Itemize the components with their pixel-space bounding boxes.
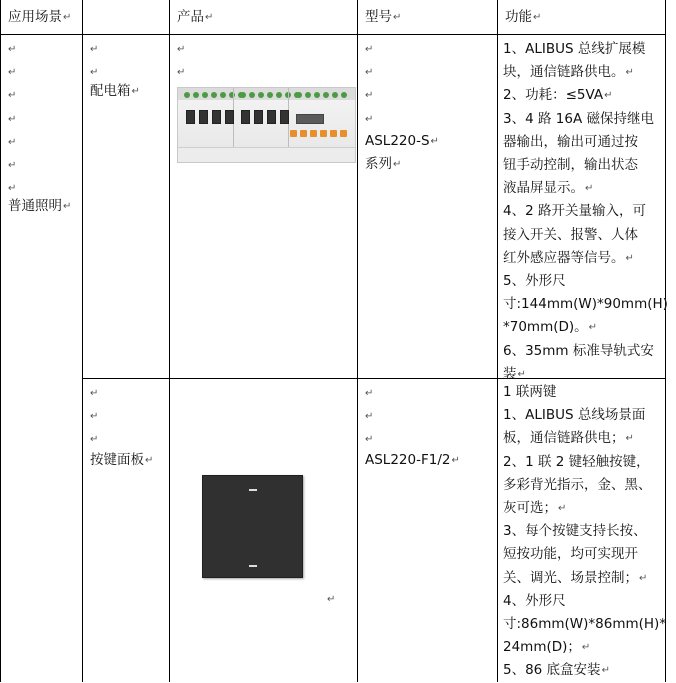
- paragraph-mark: ↵: [327, 594, 336, 605]
- header-function: 功能↵: [505, 9, 542, 25]
- header-scene: 应用场景↵: [8, 9, 72, 25]
- paragraph-marks: ↵ ↵ ↵: [365, 388, 374, 446]
- paragraph-marks: ↵ ↵: [90, 44, 99, 79]
- header-model: 型号↵: [365, 9, 402, 25]
- paragraph-marks: ↵ ↵ ↵ ↵: [365, 44, 374, 125]
- paragraph-marks: ↵ ↵ ↵ ↵ ↵ ↵ ↵: [8, 44, 17, 195]
- function-list-keypad-panel: 1 联两键 1、ALIBUS 总线场景面 板，通信链路供电；↵ 2、1 联 2 键轻触按键， 多彩背光指示，金、黑、 灰可选；↵ 3、每个按键支持长按、 短按功能，均可实现开 关、调光、场景控制；↵ 4、外形尺 寸:86mm(W)*86mm(H)* 24mm(D)；↵ 5、86 底盒安装↵: [503, 384, 667, 679]
- black-keypad-panel-image: [202, 475, 303, 578]
- model-keypad-panel: ASL220-F1/2↵: [365, 452, 460, 468]
- model-distribution-box: ASL220-S↵ 系列↵: [365, 133, 439, 173]
- paragraph-marks: ↵ ↵ ↵: [90, 388, 99, 446]
- scene-label: 普通照明↵: [8, 198, 72, 214]
- paragraph-marks: ↵ ↵: [177, 44, 186, 79]
- header-product: 产品↵: [177, 9, 214, 25]
- din-rail-relay-module-image: [177, 87, 356, 163]
- product-name-keypad-panel: 按键面板↵: [90, 452, 154, 468]
- function-list-distribution-box: 1、ALIBUS 总线扩展模 块，通信链路供电。↵ 2、功耗：≤5VA↵ 3、4 路 16A 磁保持继电 器输出，输出可通过按 钮手动控制，输出状态 液晶屏显示。↵ 4、2 路开关量输入，可 接入开关、报警、人体 红外感应器等信号。↵ 5、外形尺 寸:144mm(W)*90mm(H) *70mm(D)。↵ 6、35mm 标准导轨式安 装↵: [503, 41, 668, 382]
- product-name-distribution-box: 配电箱↵: [90, 83, 140, 99]
